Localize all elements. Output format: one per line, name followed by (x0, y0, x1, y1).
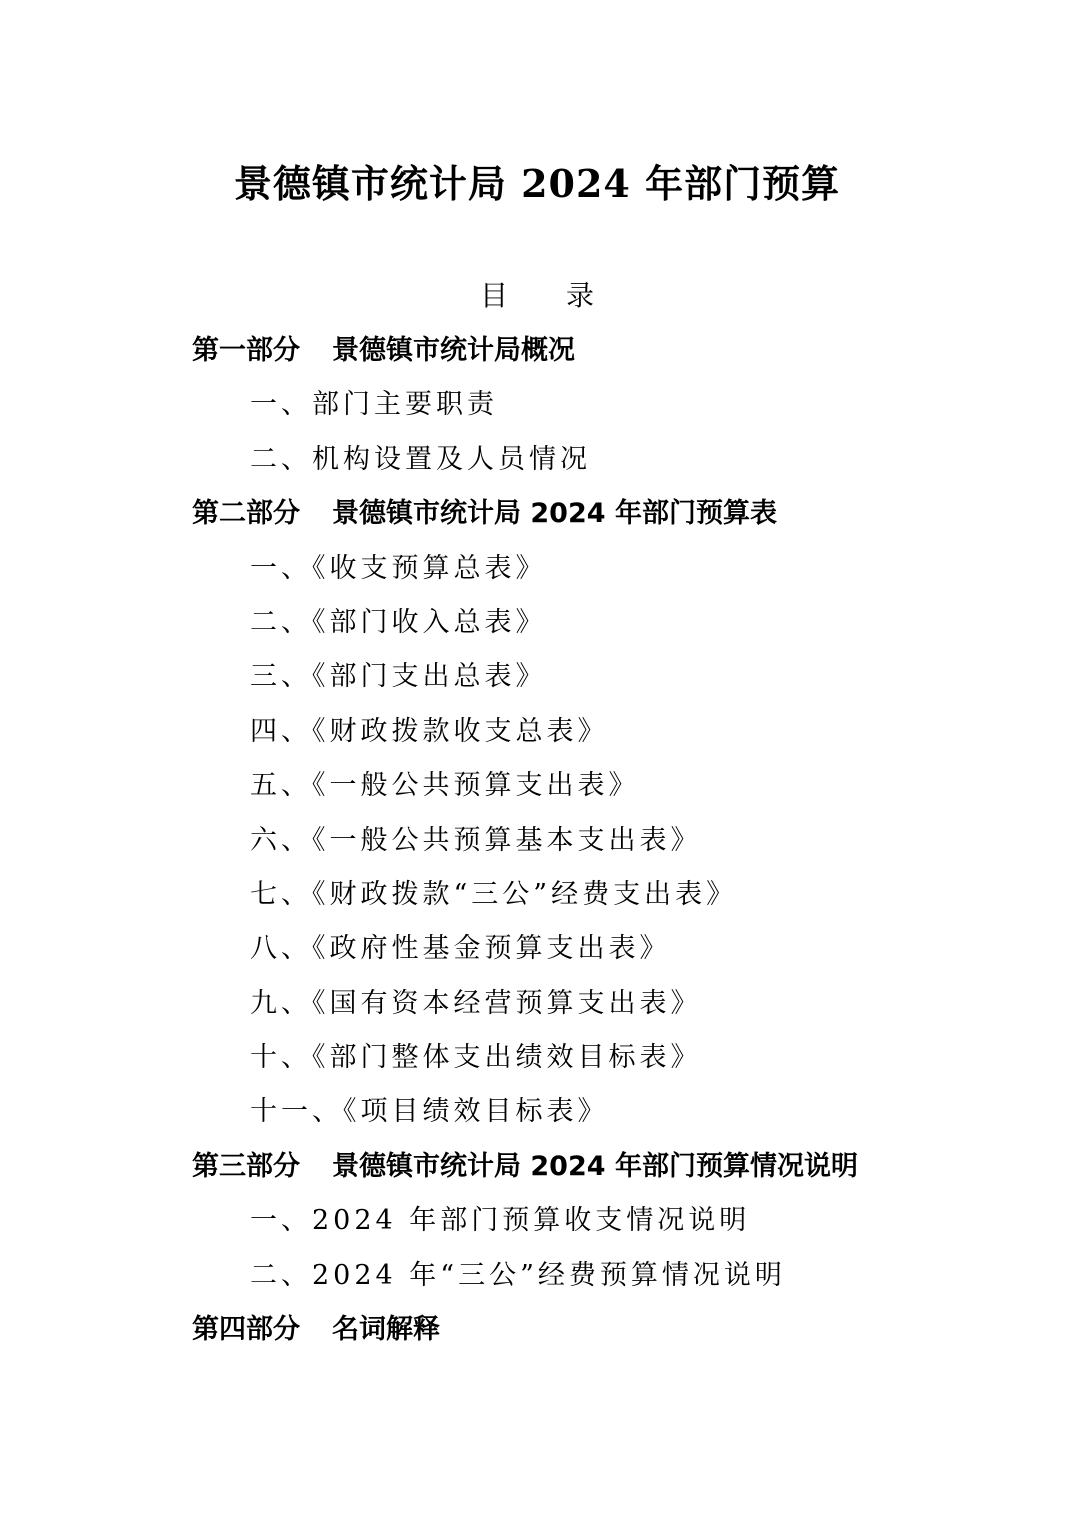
toc-part-label: 第三部分 (192, 1150, 300, 1182)
toc-heading-char-2: 录 (566, 279, 595, 312)
toc-item: 二、《部门收入总表》 (250, 606, 547, 638)
toc-item: 五、《一般公共预算支出表》 (250, 770, 640, 802)
toc-item: 七、《财政拨款“三公”经费支出表》 (250, 878, 738, 910)
toc-part-title: 景德镇市统计局概况 (332, 335, 575, 366)
table-of-contents (0, 324, 1074, 1357)
toc-item: 二、2024 年“三公”经费预算情况说明 (250, 1259, 786, 1291)
toc-item: 八、《政府性基金预算支出表》 (250, 933, 671, 965)
toc-part-3 (0, 1140, 1074, 1194)
toc-part-1 (0, 324, 1074, 378)
toc-item: 十一、《项目绩效目标表》 (250, 1096, 609, 1128)
toc-part-title: 景德镇市统计局 2024 年部门预算情况说明 (332, 1150, 858, 1182)
toc-part-label: 第四部分 (192, 1314, 300, 1346)
toc-part-4 (0, 1303, 1074, 1357)
toc-part-2 (0, 487, 1074, 541)
toc-heading-char-1: 目 (479, 279, 508, 312)
toc-item: 一、2024 年部门预算收支情况说明 (250, 1205, 751, 1237)
toc-item: 九、《国有资本经营预算支出表》 (250, 987, 702, 1019)
toc-part-label: 第一部分 (192, 335, 300, 366)
toc-item: 六、《一般公共预算基本支出表》 (250, 824, 702, 856)
toc-item: 一、《收支预算总表》 (250, 552, 547, 584)
toc-item: 二、机构设置及人员情况 (250, 443, 591, 475)
toc-part-title: 名词解释 (332, 1314, 440, 1346)
toc-item: 一、部门主要职责 (250, 389, 498, 421)
toc-item: 三、《部门支出总表》 (250, 661, 547, 693)
toc-part-label: 第二部分 (192, 498, 300, 530)
toc-heading (0, 276, 1074, 316)
toc-item: 四、《财政拨款收支总表》 (250, 715, 609, 747)
toc-part-title: 景德镇市统计局 2024 年部门预算表 (332, 498, 777, 530)
toc-item: 十、《部门整体支出绩效目标表》 (250, 1042, 702, 1074)
document-title: 景德镇市统计局 2024 年部门预算 (233, 161, 841, 206)
